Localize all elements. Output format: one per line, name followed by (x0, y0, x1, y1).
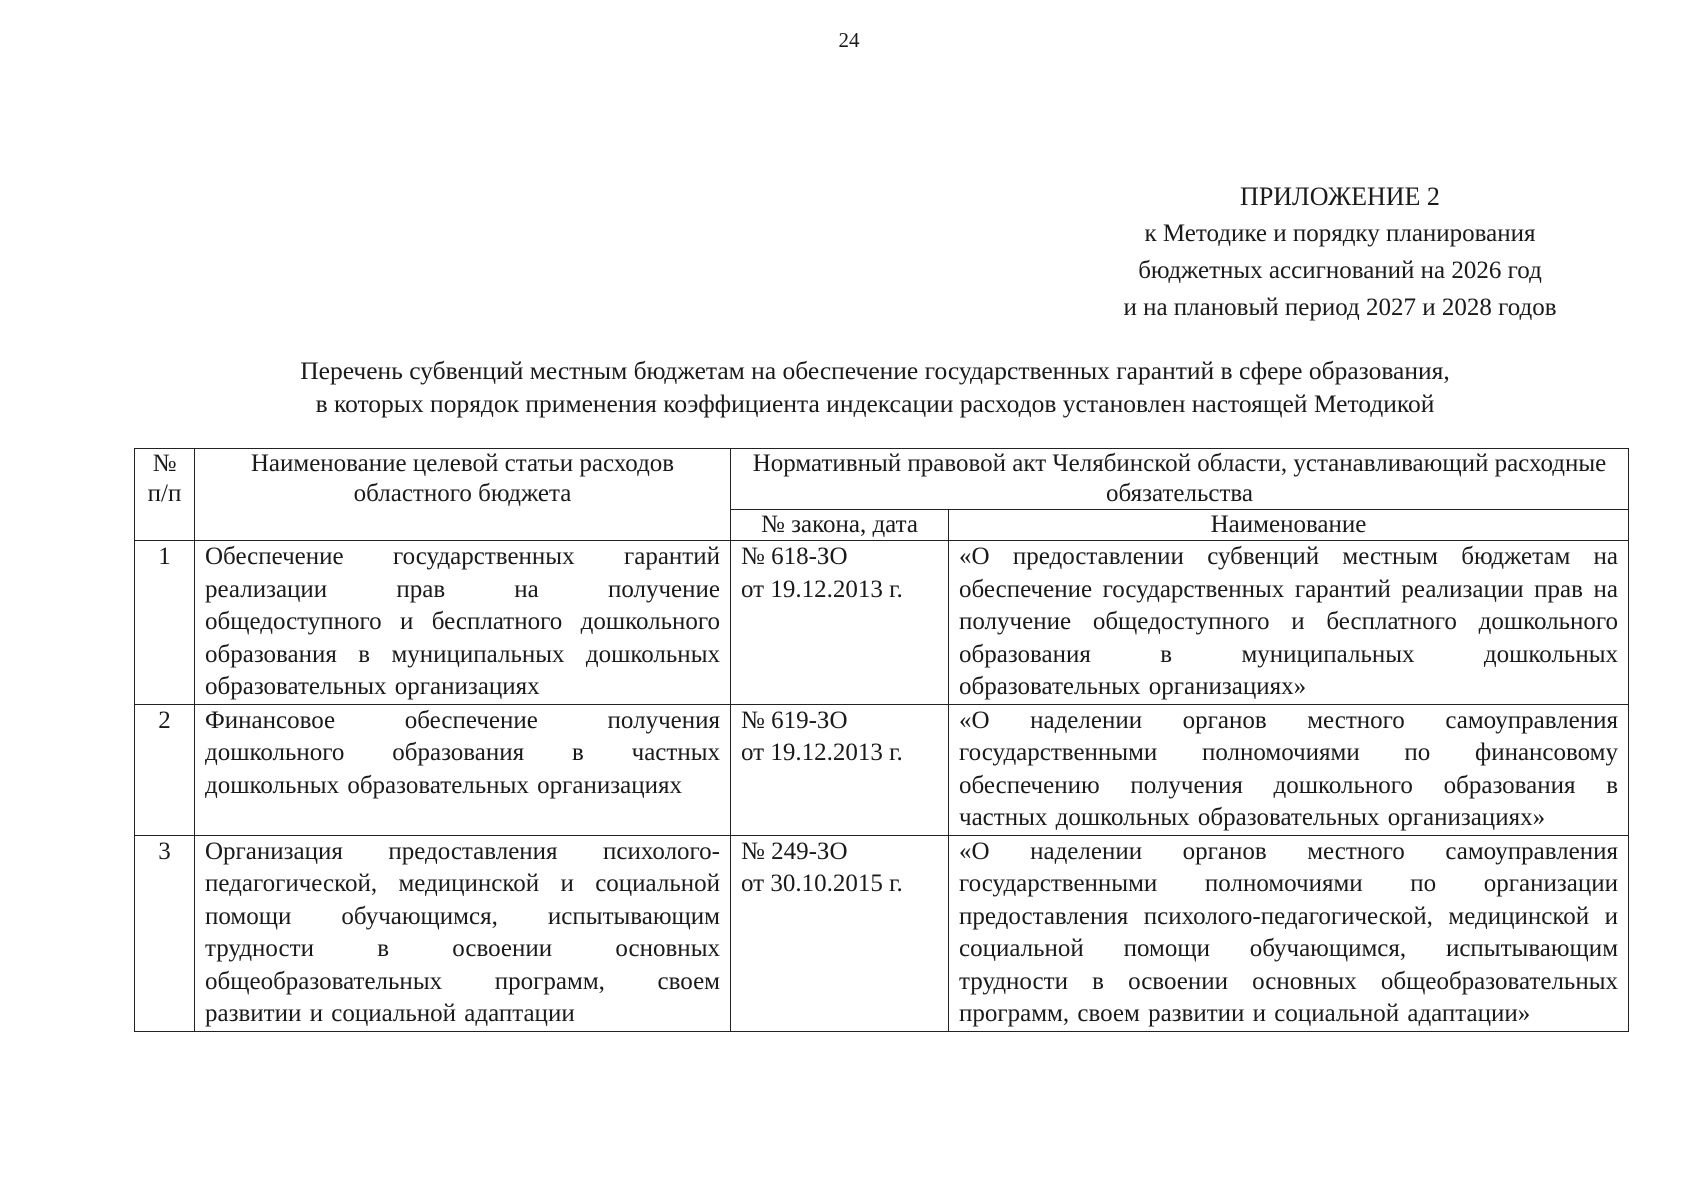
law-date: от 30.10.2015 г. (741, 870, 903, 897)
heading-line: в которых порядок применения коэффициента индексации расходов установлен настоящей Методикой (315, 389, 1435, 418)
header-expense-name: Наименование целевой статьи расходов областного бюджета (195, 449, 731, 541)
law-title: «О наделении органов местного самоуправления государственными полномочиями по организации предоставления психолого-педагогической, медицинской и социальной помощи обучающимся, испытывающим трудности в освоении основных общеобразовательных программ, своем развитии и социальной адаптации» (949, 835, 1629, 1031)
header-legal-act: Нормативный правовой акт Челябинской области, устанавливающий расходные обязательства (731, 449, 1629, 510)
law-cell (731, 704, 949, 835)
header-law-number-date: № закона, дата (731, 510, 949, 541)
row-number: 1 (135, 541, 195, 705)
appendix-line: бюджетных ассигнований на 2026 год (1138, 257, 1542, 284)
law-cell (731, 835, 949, 1031)
row-number: 3 (135, 835, 195, 1031)
expense-name: Организация предоставления психолого-педагогической, медицинской и социальной помощи обучающимся, испытывающим трудности в освоении основных общеобразовательных программ, своем развитии и социальной адаптации (195, 835, 731, 1031)
law-date: от 19.12.2013 г. (741, 739, 903, 766)
law-cell (731, 541, 949, 705)
appendix-line: к Методике и порядку планирования (1144, 220, 1536, 247)
appendix-block (1040, 178, 1640, 326)
law-number: № 618-ЗО (741, 543, 848, 570)
appendix-line: и на плановый период 2027 и 2028 годов (1123, 294, 1557, 321)
law-date: от 19.12.2013 г. (741, 575, 903, 603)
law-number: № 249-ЗО (741, 837, 848, 865)
law-title: «О наделении органов местного самоуправления государственными полномочиями по финансовому обеспечению получения дошкольного образования в частных дошкольных образовательных организациях» (949, 704, 1629, 835)
heading-line: Перечень субвенций местным бюджетам на обеспечение государственных гарантий в сфере образования, (300, 356, 1450, 385)
document-heading (120, 354, 1630, 420)
table-row (135, 835, 1629, 1031)
table-row (135, 541, 1629, 705)
table-row (135, 704, 1629, 835)
law-number: № 619-ЗО (741, 706, 848, 734)
table-header-row (135, 449, 1629, 510)
row-number: 2 (135, 704, 195, 835)
subventions-table (134, 448, 1629, 1032)
appendix-title: ПРИЛОЖЕНИЕ 2 (1240, 182, 1440, 211)
header-law-title: Наименование (949, 510, 1629, 541)
expense-name: Финансовое обеспечение получения дошкольного образования в частных дошкольных образовательных организациях (195, 704, 731, 835)
law-title: «О предоставлении субвенций местным бюджетам на обеспечение государственных гарантий реализации прав на получение общедоступного и бесплатного дошкольного образования в муниципальных дошкольных образовательных организациях» (949, 541, 1629, 705)
page-number: 24 (838, 28, 860, 52)
header-num: № п/п (135, 449, 195, 541)
expense-name: Обеспечение государственных гарантий реализации прав на получение общедоступного и бесплатного дошкольного образования в муниципальных дошкольных образовательных организациях (195, 541, 731, 705)
